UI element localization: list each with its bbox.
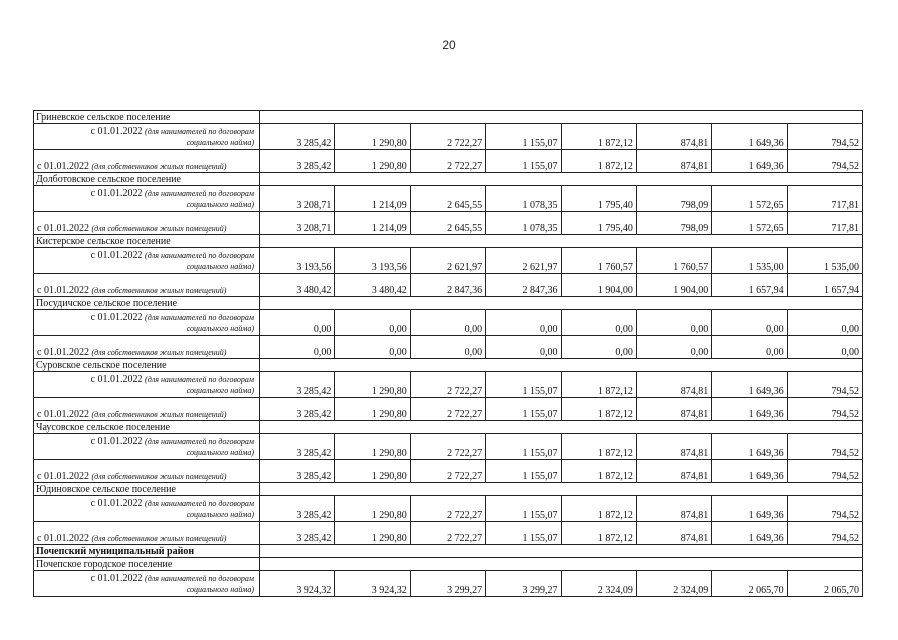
tenant-note-2: социального найма) [186, 509, 254, 519]
section-header-row [34, 483, 863, 496]
value-cell: 1 155,07 [486, 372, 561, 398]
value-cell: 2 722,27 [410, 372, 485, 398]
value-cell: 1 572,65 [712, 212, 787, 235]
value-cell: 1 214,09 [335, 186, 410, 212]
tenant-row [34, 310, 863, 336]
tenant-row [34, 186, 863, 212]
value-cell: 2 722,27 [410, 460, 485, 483]
value-cell: 3 208,71 [260, 212, 335, 235]
tenant-label [34, 124, 260, 150]
value-cell: 1 649,36 [712, 398, 787, 421]
value-cell: 1 904,00 [561, 274, 636, 297]
owner-label [34, 150, 260, 173]
empty-cell [260, 483, 863, 496]
value-cell: 0,00 [260, 310, 335, 336]
section-header-row [34, 359, 863, 372]
value-cell: 2 065,70 [712, 571, 787, 597]
owner-label [34, 336, 260, 359]
value-cell: 3 285,42 [260, 460, 335, 483]
value-cell: 0,00 [787, 336, 862, 359]
section-name: Посудичское сельское поселение [34, 297, 260, 310]
value-cell: 874,81 [636, 434, 711, 460]
value-cell: 3 285,42 [260, 150, 335, 173]
value-cell: 1 872,12 [561, 124, 636, 150]
section-name: Чаусовское сельское поселение [34, 421, 260, 434]
value-cell: 0,00 [410, 310, 485, 336]
section-name: Почепское городское поселение [34, 558, 260, 571]
owner-row [34, 212, 863, 235]
tenant-label [34, 434, 260, 460]
value-cell: 794,52 [787, 434, 862, 460]
value-cell: 2 722,27 [410, 150, 485, 173]
value-cell: 3 285,42 [260, 522, 335, 545]
tenant-note-1: (для нанимателей по договорам [145, 312, 254, 322]
owner-label-line [37, 275, 256, 296]
value-cell: 3 193,56 [335, 248, 410, 274]
empty-cell [260, 545, 863, 558]
value-cell: 1 290,80 [335, 150, 410, 173]
tariff-table [33, 110, 863, 597]
owner-label [34, 398, 260, 421]
owner-row [34, 398, 863, 421]
tenant-label-top [37, 573, 256, 584]
value-cell: 1 649,36 [712, 372, 787, 398]
value-cell: 798,09 [636, 212, 711, 235]
owner-date: с 01.01.2022 [37, 222, 89, 234]
value-cell: 2 722,27 [410, 398, 485, 421]
value-cell: 2 324,09 [561, 571, 636, 597]
value-cell: 1 155,07 [486, 124, 561, 150]
value-cell: 1 795,40 [561, 212, 636, 235]
value-cell: 0,00 [260, 336, 335, 359]
value-cell: 2 722,27 [410, 522, 485, 545]
tenant-row [34, 496, 863, 522]
value-cell: 1 535,00 [787, 248, 862, 274]
tenant-date: с 01.01.2022 [90, 435, 143, 447]
value-cell: 874,81 [636, 398, 711, 421]
section-name: Кистерское сельское поселение [34, 235, 260, 248]
owner-row [34, 150, 863, 173]
value-cell: 874,81 [636, 372, 711, 398]
value-cell: 1 872,12 [561, 496, 636, 522]
value-cell: 1 872,12 [561, 434, 636, 460]
value-cell: 717,81 [787, 186, 862, 212]
tenant-note-1: (для нанимателей по договорам [145, 250, 254, 260]
value-cell: 0,00 [335, 310, 410, 336]
owner-row [34, 336, 863, 359]
owner-label [34, 274, 260, 297]
value-cell: 3 285,42 [260, 398, 335, 421]
value-cell: 794,52 [787, 522, 862, 545]
tenant-note-2: социального найма) [186, 385, 254, 395]
owner-label [34, 212, 260, 235]
page-number: 20 [442, 38, 456, 52]
value-cell: 0,00 [410, 336, 485, 359]
value-cell: 1 290,80 [335, 460, 410, 483]
value-cell: 1 290,80 [335, 434, 410, 460]
value-cell: 794,52 [787, 496, 862, 522]
owner-label-line [37, 213, 256, 234]
owner-note: (для собственников жилых помещений) [91, 285, 227, 295]
value-cell: 1 657,94 [787, 274, 862, 297]
value-cell: 1 649,36 [712, 496, 787, 522]
value-cell: 2 847,36 [410, 274, 485, 297]
empty-cell [260, 173, 863, 186]
owner-date: с 01.01.2022 [37, 284, 89, 296]
section-name: Юдиновское сельское поселение [34, 483, 260, 496]
value-cell: 1 872,12 [561, 150, 636, 173]
tenant-label [34, 496, 260, 522]
owner-note: (для собственников жилых помещений) [91, 409, 227, 419]
section-header-row [34, 558, 863, 571]
owner-label [34, 460, 260, 483]
value-cell: 1 155,07 [486, 434, 561, 460]
owner-label-line [37, 523, 256, 544]
value-cell: 2 324,09 [636, 571, 711, 597]
value-cell: 0,00 [787, 310, 862, 336]
tenant-label [34, 571, 260, 597]
value-cell: 3 924,32 [335, 571, 410, 597]
value-cell: 3 299,27 [486, 571, 561, 597]
value-cell: 1 649,36 [712, 150, 787, 173]
value-cell: 874,81 [636, 496, 711, 522]
value-cell: 0,00 [335, 336, 410, 359]
value-cell: 1 572,65 [712, 186, 787, 212]
section-name: Суровское сельское поселение [34, 359, 260, 372]
tenant-label-top [37, 126, 256, 137]
value-cell: 794,52 [787, 124, 862, 150]
value-cell: 2 847,36 [486, 274, 561, 297]
empty-cell [260, 235, 863, 248]
section-name: Гриневское сельское поселение [34, 111, 260, 124]
tariff-table-body [34, 111, 863, 597]
owner-label-line [37, 337, 256, 358]
tenant-label-top [37, 436, 256, 447]
tenant-label-top [37, 498, 256, 509]
value-cell: 1 657,94 [712, 274, 787, 297]
value-cell: 1 155,07 [486, 398, 561, 421]
empty-cell [260, 558, 863, 571]
value-cell: 1 155,07 [486, 150, 561, 173]
value-cell: 1 795,40 [561, 186, 636, 212]
value-cell: 874,81 [636, 150, 711, 173]
value-cell: 874,81 [636, 460, 711, 483]
tenant-label-top [37, 250, 256, 261]
value-cell: 794,52 [787, 372, 862, 398]
value-cell: 3 480,42 [260, 274, 335, 297]
owner-row [34, 460, 863, 483]
value-cell: 794,52 [787, 150, 862, 173]
owner-label-line [37, 399, 256, 420]
value-cell: 794,52 [787, 460, 862, 483]
value-cell: 1 290,80 [335, 372, 410, 398]
tenant-date: с 01.01.2022 [90, 373, 143, 385]
section-name: Долботовское сельское поселение [34, 173, 260, 186]
tenant-label [34, 186, 260, 212]
owner-note: (для собственников жилых помещений) [91, 161, 227, 171]
value-cell: 3 193,56 [260, 248, 335, 274]
tenant-label-top [37, 374, 256, 385]
value-cell: 1 290,80 [335, 124, 410, 150]
owner-label-line [37, 461, 256, 482]
value-cell: 0,00 [486, 336, 561, 359]
section-name: Почепский муниципальный район [34, 545, 260, 558]
value-cell: 0,00 [561, 310, 636, 336]
tenant-label [34, 372, 260, 398]
owner-note: (для собственников жилых помещений) [91, 533, 227, 543]
tenant-note-2: социального найма) [186, 199, 254, 209]
tenant-note-2: социального найма) [186, 137, 254, 147]
value-cell: 2 621,97 [410, 248, 485, 274]
value-cell: 1 904,00 [636, 274, 711, 297]
value-cell: 3 480,42 [335, 274, 410, 297]
value-cell: 1 872,12 [561, 460, 636, 483]
tenant-label [34, 248, 260, 274]
value-cell: 0,00 [636, 310, 711, 336]
value-cell: 1 078,35 [486, 212, 561, 235]
value-cell: 2 621,97 [486, 248, 561, 274]
tenant-note-2: социального найма) [186, 261, 254, 271]
owner-note: (для собственников жилых помещений) [91, 223, 227, 233]
value-cell: 1 872,12 [561, 522, 636, 545]
owner-date: с 01.01.2022 [37, 532, 89, 544]
value-cell: 2 065,70 [787, 571, 862, 597]
value-cell: 1 078,35 [486, 186, 561, 212]
value-cell: 1 290,80 [335, 522, 410, 545]
empty-cell [260, 359, 863, 372]
value-cell: 1 872,12 [561, 372, 636, 398]
empty-cell [260, 111, 863, 124]
value-cell: 1 535,00 [712, 248, 787, 274]
value-cell: 798,09 [636, 186, 711, 212]
value-cell: 1 649,36 [712, 124, 787, 150]
value-cell: 0,00 [486, 310, 561, 336]
tenant-label-top [37, 188, 256, 199]
value-cell: 794,52 [787, 398, 862, 421]
value-cell: 3 208,71 [260, 186, 335, 212]
owner-date: с 01.01.2022 [37, 346, 89, 358]
tenant-note-1: (для нанимателей по договорам [145, 374, 254, 384]
value-cell: 2 645,55 [410, 186, 485, 212]
value-cell: 1 649,36 [712, 460, 787, 483]
value-cell: 1 155,07 [486, 522, 561, 545]
value-cell: 874,81 [636, 124, 711, 150]
owner-date: с 01.01.2022 [37, 160, 89, 172]
owner-row [34, 522, 863, 545]
tenant-row [34, 571, 863, 597]
tenant-date: с 01.01.2022 [90, 125, 143, 137]
value-cell: 1 760,57 [636, 248, 711, 274]
tenant-date: с 01.01.2022 [90, 187, 143, 199]
value-cell: 3 285,42 [260, 124, 335, 150]
tenant-date: с 01.01.2022 [90, 497, 143, 509]
tenant-note-1: (для нанимателей по договорам [145, 188, 254, 198]
value-cell: 2 722,27 [410, 434, 485, 460]
section-header-row [34, 297, 863, 310]
value-cell: 1 214,09 [335, 212, 410, 235]
owner-note: (для собственников жилых помещений) [91, 347, 227, 357]
value-cell: 1 649,36 [712, 434, 787, 460]
value-cell: 1 290,80 [335, 398, 410, 421]
empty-cell [260, 297, 863, 310]
value-cell: 3 299,27 [410, 571, 485, 597]
tenant-row [34, 372, 863, 398]
value-cell: 1 760,57 [561, 248, 636, 274]
section-header-row [34, 421, 863, 434]
tenant-row [34, 248, 863, 274]
value-cell: 3 285,42 [260, 372, 335, 398]
value-cell: 1 290,80 [335, 496, 410, 522]
owner-label-line [37, 151, 256, 172]
empty-cell [260, 421, 863, 434]
value-cell: 1 649,36 [712, 522, 787, 545]
tenant-note-1: (для нанимателей по договорам [145, 436, 254, 446]
section-header-row [34, 173, 863, 186]
value-cell: 874,81 [636, 522, 711, 545]
value-cell: 2 722,27 [410, 496, 485, 522]
owner-row [34, 274, 863, 297]
tenant-note-1: (для нанимателей по договорам [145, 573, 254, 583]
section-header-row [34, 235, 863, 248]
tenant-label-top [37, 312, 256, 323]
section-header-row [34, 111, 863, 124]
owner-label [34, 522, 260, 545]
value-cell: 0,00 [636, 336, 711, 359]
tenant-label [34, 310, 260, 336]
value-cell: 1 155,07 [486, 496, 561, 522]
value-cell: 3 924,32 [260, 571, 335, 597]
tenant-row [34, 434, 863, 460]
owner-note: (для собственников жилых помещений) [91, 471, 227, 481]
value-cell: 2 645,55 [410, 212, 485, 235]
owner-date: с 01.01.2022 [37, 408, 89, 420]
owner-date: с 01.01.2022 [37, 470, 89, 482]
value-cell: 0,00 [561, 336, 636, 359]
value-cell: 3 285,42 [260, 434, 335, 460]
value-cell: 1 872,12 [561, 398, 636, 421]
tenant-note-2: социального найма) [186, 323, 254, 333]
value-cell: 0,00 [712, 310, 787, 336]
tenant-note-1: (для нанимателей по договорам [145, 126, 254, 136]
value-cell: 1 155,07 [486, 460, 561, 483]
tenant-note-2: социального найма) [186, 584, 254, 594]
tenant-date: с 01.01.2022 [90, 572, 143, 584]
tenant-row [34, 124, 863, 150]
district-row [34, 545, 863, 558]
value-cell: 2 722,27 [410, 124, 485, 150]
tenant-note-2: социального найма) [186, 447, 254, 457]
value-cell: 717,81 [787, 212, 862, 235]
value-cell: 0,00 [712, 336, 787, 359]
value-cell: 3 285,42 [260, 496, 335, 522]
tenant-note-1: (для нанимателей по договорам [145, 498, 254, 508]
tenant-date: с 01.01.2022 [90, 311, 143, 323]
tenant-date: с 01.01.2022 [90, 249, 143, 261]
